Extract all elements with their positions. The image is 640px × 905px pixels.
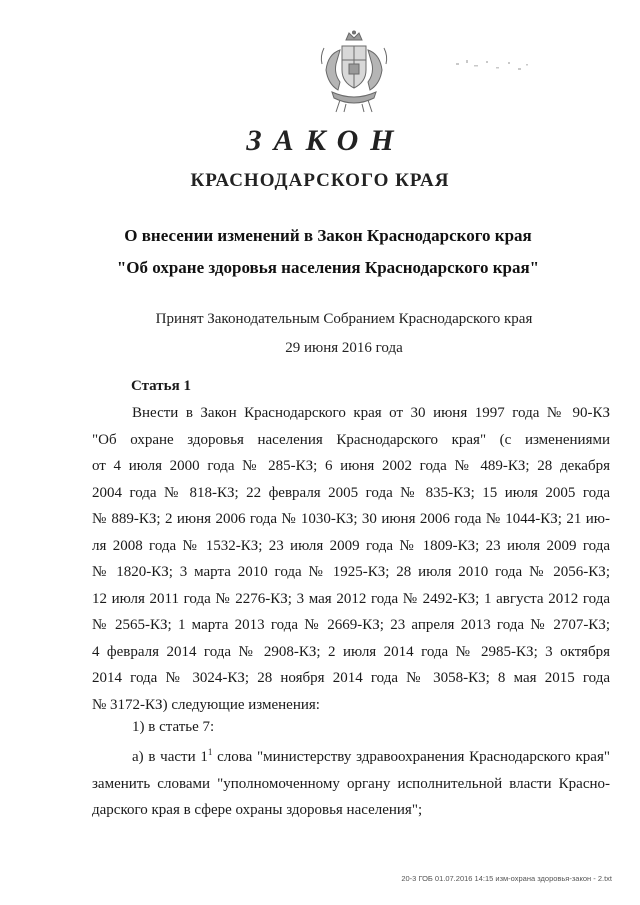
paragraph-line: заменить словами "уполномоченному органу исполнительной власти Красно- [92,775,610,792]
adopted-by-line: Принят Законодательным Собранием Краснодарского края [155,311,533,327]
paragraph-line: № 3172-КЗ) следующие изменения: [92,696,320,713]
paragraph-line: № 1820-КЗ; 3 марта 2010 года № 1925-КЗ; 28 июля 2010 года № 2056-КЗ; [92,564,610,580]
paragraph-line: дарского края в сфере охраны здоровья населения"; [92,802,423,818]
paragraph-line: 2014 года № 3024-КЗ; 28 ноября 2014 года № 3058-КЗ; 8 мая 2015 года [92,670,610,686]
paragraph-line: 2004 года № 818-КЗ; 22 февраля 2005 года № 835-КЗ; 15 июля 2005 года [92,484,610,501]
coat-of-arms-icon [316,30,392,114]
paragraph-line: "Об охране здоровья населения Краснодарского края" (с изменениями [92,431,610,448]
scan-marks-decoration [452,55,532,85]
subject-line-1: О внесении изменений в Закон Краснодарского края [124,226,532,245]
adopted-date: 29 июня 2016 года [285,340,403,356]
part-superscript: 1 [207,747,213,757]
file-stamp-footer: 20-3 ГОБ 01.07.2016 14:15 изм-охрана здоровья-закон - 2.txt [401,874,612,883]
article-heading: Статья 1 [131,378,191,394]
paragraph-line: Внести в Закон Краснодарского края от 30 июня 1997 года № 90-КЗ [132,405,610,421]
law-title: ЗАКОН [246,124,406,157]
paragraph-line: от 4 июля 2000 года № 285-КЗ; 6 июня 2002 года № 489-КЗ; 28 декабря [92,458,610,474]
paragraph-line [92,744,610,771]
item-1a-rest: слова "министерству здравоохранения Краснодарского края" [212,749,610,765]
paragraph-line: № 889-КЗ; 2 июня 2006 года № 1030-КЗ; 30 июня 2006 года № 1044-КЗ; 21 ию- [92,511,610,527]
paragraph-line: № 2565-КЗ; 1 марта 2013 года № 2669-КЗ; 23 апреля 2013 года № 2707-КЗ; [92,617,610,633]
subject-line-2: "Об охране здоровья населения Краснодарского края" [116,258,540,277]
paragraph-line: 4 февраля 2014 года № 2908-КЗ; 2 июля 2014 года № 2985-КЗ; 3 октября [92,643,610,660]
paragraph-line: 12 июля 2011 года № 2276-КЗ; 3 мая 2012 года № 2492-КЗ; 1 августа 2012 года [92,590,610,607]
item-1a-paragraph [92,744,610,824]
article-intro-paragraph [92,400,610,718]
region-title: КРАСНОДАРСКОГО КРАЯ [190,170,450,191]
paragraph-line: ля 2008 года № 1532-КЗ; 23 июля 2009 года № 1809-КЗ; 23 июля 2009 года [92,537,610,554]
item-1-heading: 1) в статье 7: [132,719,215,735]
item-1a-prefix: а) в части 1 [132,749,208,765]
